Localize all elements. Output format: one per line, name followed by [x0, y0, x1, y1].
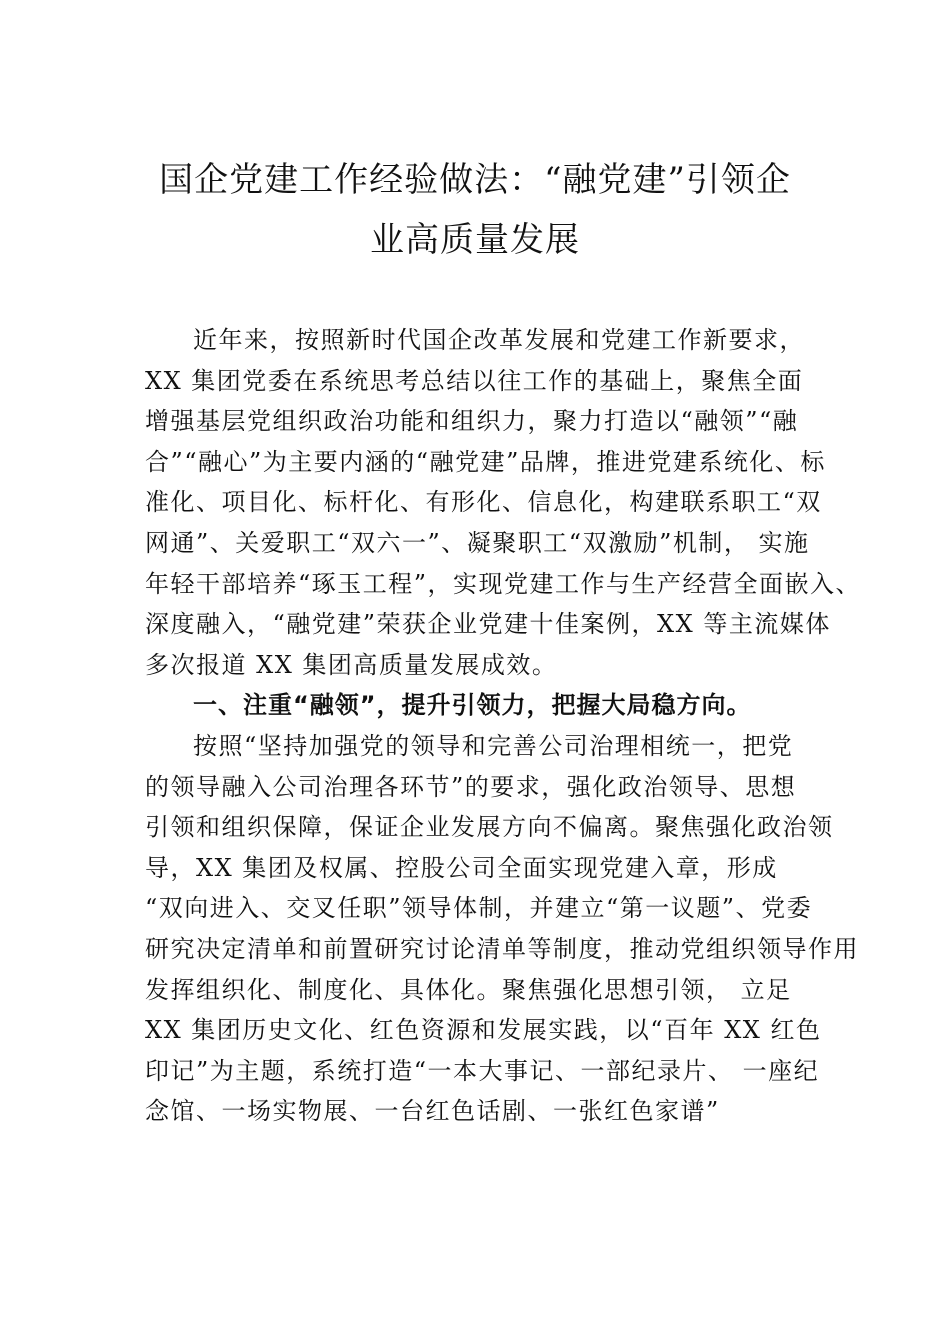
paragraph-line: “双向进入、交叉任职”领导体制，并建立“第一议题”、党委	[145, 894, 813, 923]
paragraph-line: 年轻干部培养“琢玉工程”，实现党建工作与生产经营全面嵌入、	[145, 569, 862, 598]
paragraph-line: 增强基层党组织政治功能和组织力，聚力打造以“融领”“融	[145, 407, 799, 436]
paragraph-intro	[145, 320, 862, 685]
paragraph-line: 引领和组织保障，保证企业发展方向不偏离。聚焦强化政治领	[145, 813, 834, 842]
paragraph-line: 念馆、一场实物展、一台红色话剧、一张红色家谱”	[145, 1097, 720, 1126]
document-body	[145, 320, 862, 1132]
title-line-2: 业高质量发展	[370, 220, 580, 260]
paragraph-line: 合”“融心”为主要内涵的“融党建”品牌，推进党建系统化、标	[145, 447, 826, 476]
paragraph-line: 准化、项目化、标杆化、有形化、信息化，构建联系职工“双	[145, 488, 822, 517]
paragraph-line: XX 集团历史文化、红色资源和发展实践，以“百年 XX 红色	[145, 1016, 822, 1045]
title-line-1: 国企党建工作经验做法：“融党建”引领企	[159, 160, 791, 200]
paragraph-line: XX 集团党委在系统思考总结以往工作的基础上，聚焦全面	[145, 366, 804, 395]
paragraph-section-1	[145, 726, 859, 1132]
paragraph-line: 深度融入，“融党建”荣获企业党建十佳案例，XX 等主流媒体	[145, 610, 831, 639]
paragraph-line: 研究决定清单和前置研究讨论清单等制度，推动党组织领导作用	[145, 934, 859, 963]
paragraph-line: 印记”为主题，系统打造“一本大事记、一部纪录片、 一座纪	[145, 1056, 820, 1085]
section-heading-1: 一、注重“融领”，提升引领力，把握大局稳方向。	[193, 691, 752, 720]
paragraph-line: 网通”、关爱职工“双六一”、凝聚职工“双激励”机制， 实施	[145, 528, 810, 557]
paragraph-line: 发挥组织化、制度化、具体化。聚焦强化思想引领， 立足	[145, 975, 792, 1004]
paragraph-line: 按照“坚持加强党的领导和完善公司治理相统一，把党	[193, 731, 794, 760]
paragraph-line: 近年来，按照新时代国企改革发展和党建工作新要求，	[193, 326, 805, 354]
paragraph-line: 的领导融入公司治理各环节”的要求，强化政治领导、思想	[145, 772, 797, 801]
document-title	[130, 150, 820, 270]
paragraph-line: 多次报道 XX 集团高质量发展成效。	[145, 650, 558, 679]
paragraph-line: 导，XX 集团及权属、控股公司全面实现党建入章，形成	[145, 853, 778, 882]
